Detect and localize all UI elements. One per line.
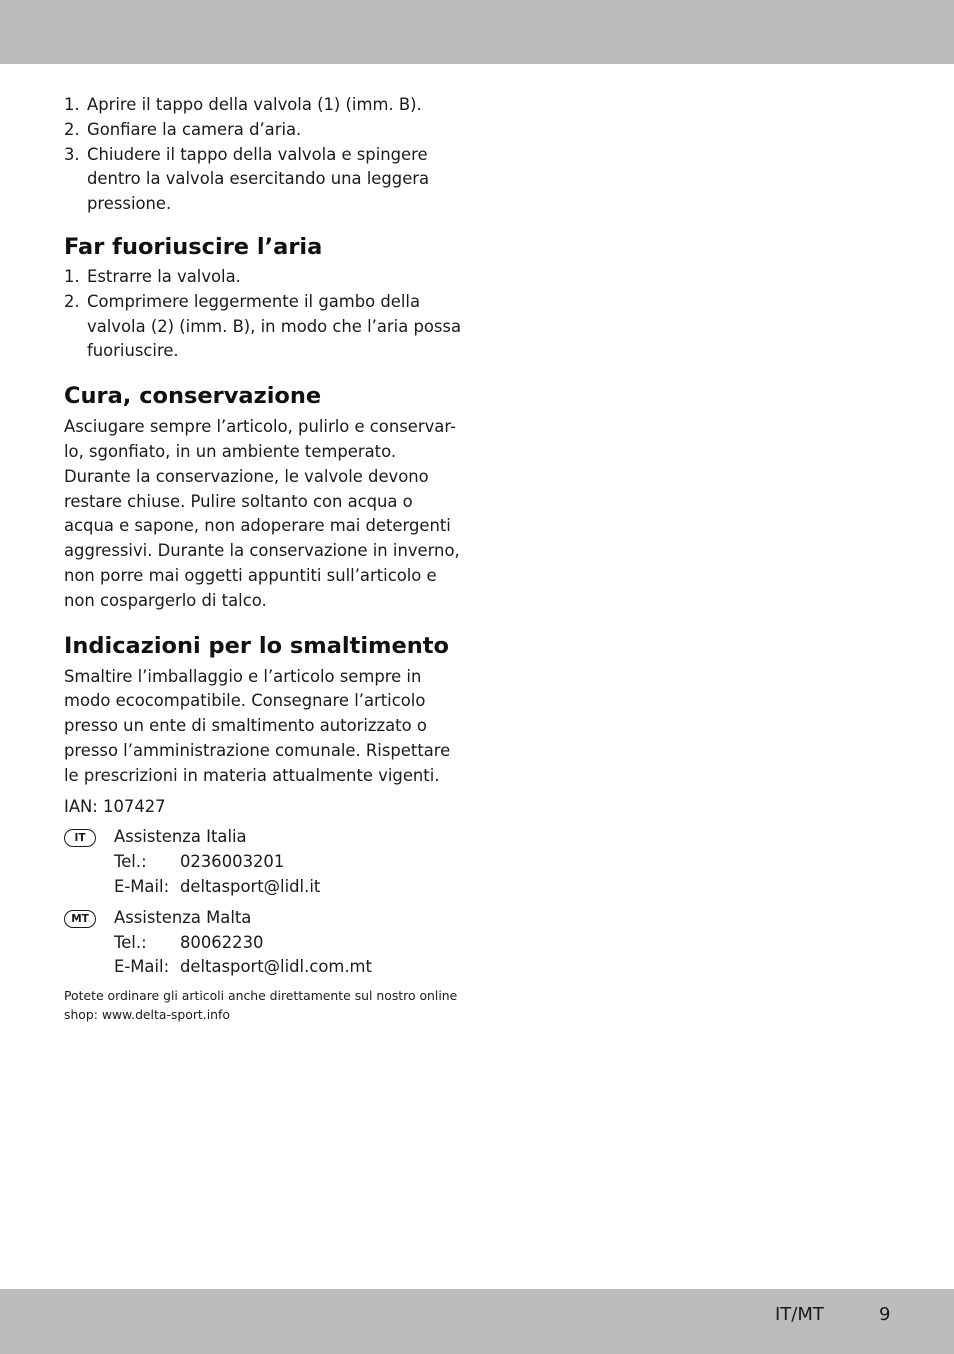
care-text: Asciugare sempre l’articolo, pulirlo e conservar-lo, sgonfiato, in un ambiente temperato. Durante la conservazione, le valvole devono restare chiuse. Pulire soltanto con acqua o acqua e sapone, non adoperare mai detergenti aggressivi. Durante la conservazione in inverno, non porre mai oggetti appuntiti sull’articolo e non cospargerlo di talco. (64, 417, 460, 610)
mail-value: deltasport@lidl.com.mt (180, 957, 372, 977)
list-item: 1. Aprire il tappo della valvola (1) (imm. B). (64, 95, 422, 114)
tel-value: 80062230 (180, 932, 264, 952)
care-heading: Cura, conservazione (64, 383, 322, 410)
page-number: 9 (879, 1304, 891, 1325)
tel-label: Tel.: (114, 932, 147, 952)
mail-value: deltasport@lidl.it (180, 876, 321, 896)
header-band (0, 0, 954, 64)
list-item: 2. Comprimere leggermente il gambo della valvola (2) (imm. B), in modo che l’aria possa fuoriuscire. (64, 291, 462, 361)
deflate-heading: Far fuoriuscire l’aria (64, 233, 323, 260)
list-item: 3. Chiudere il tappo della valvola e spingere dentro la valvola esercitando una leggera pressione. (64, 144, 430, 214)
disposal-text: Smaltire l’imballaggio e l’articolo sempre in modo ecocompatibile. Consegnare l’articolo presso un ente di smaltimento autorizzato o presso l’amministrazione comunale. Rispettare le prescrizioni in materia attualmente vigenti. (64, 666, 451, 785)
mail-label: E-Mail: (114, 876, 170, 896)
inflate-steps (64, 93, 464, 217)
deflate-steps (64, 265, 464, 364)
ian-number: IAN: 107427 (64, 796, 166, 816)
contact-title: Assistenza Italia (114, 827, 247, 847)
tel-value: 0236003201 (180, 852, 285, 872)
content-column (64, 93, 464, 1024)
mail-label: E-Mail: (114, 957, 170, 977)
contact-italy (64, 825, 464, 899)
contact-malta (64, 906, 464, 980)
country-badge-it: IT (64, 829, 96, 847)
shop-note: Potete ordinare gli articoli anche direttamente sul nostro online shop: www.delta-sport.info (64, 988, 458, 1023)
list-item: 1. Estrarre la valvola. (64, 266, 241, 286)
footer-language: IT/MT (775, 1304, 824, 1325)
contact-title: Assistenza Malta (114, 907, 252, 927)
disposal-heading: Indicazioni per lo smaltimento (64, 632, 449, 659)
country-badge-mt: MT (64, 910, 96, 928)
list-item: 2. Gonfiare la camera d’aria. (64, 119, 302, 139)
tel-label: Tel.: (114, 852, 147, 872)
